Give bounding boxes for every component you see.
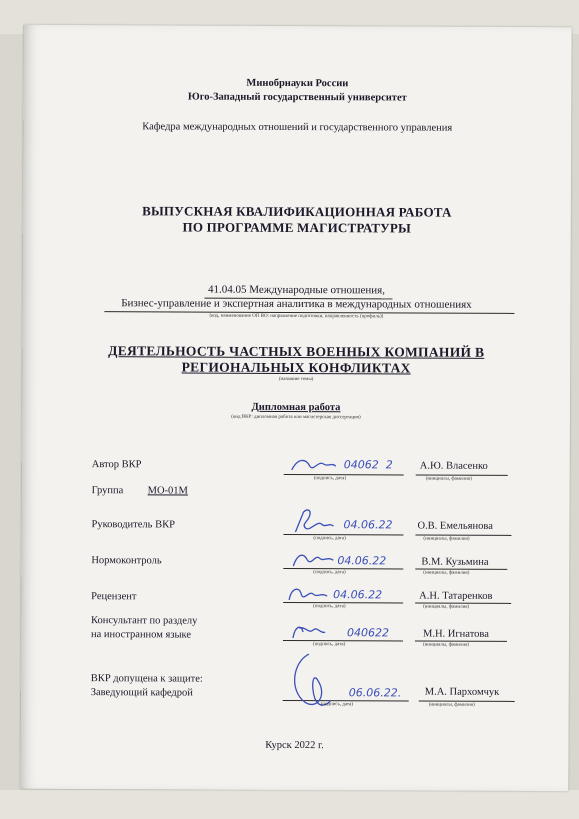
svg-text:04.06.22: 04.06.22 bbox=[333, 588, 383, 602]
admission-role-line2: Заведующий кафедрой bbox=[90, 687, 193, 699]
author-name: А.Ю. Власенко bbox=[419, 460, 488, 472]
university-heading: Юго-Западный государственный университет bbox=[187, 91, 407, 104]
document-title-line2: ПО ПРОГРАММЕ МАГИСТРАТУРЫ bbox=[182, 219, 412, 236]
normcontrol-name-caption: (инициалы, фамилия) bbox=[423, 570, 470, 576]
topic-caption: (название темы) bbox=[278, 376, 314, 383]
city-year: Курск 2022 г. bbox=[265, 739, 324, 752]
specialty-profile: Бизнес-управление и экспертная аналитика в международных отношениях bbox=[121, 297, 472, 311]
specialty-code: 41.04.05 Международные отношения, bbox=[208, 283, 385, 297]
svg-text:06.06.22.: 06.06.22. bbox=[348, 686, 402, 700]
thesis-topic-line2: РЕГИОНАЛЬНЫХ КОНФЛИКТАХ bbox=[181, 359, 411, 376]
svg-text:2: 2 bbox=[385, 458, 393, 472]
group-value: МО-01М bbox=[147, 485, 188, 497]
document-title-line1: ВЫПУСКНАЯ КВАЛИФИКАЦИОННАЯ РАБОТА bbox=[142, 203, 452, 220]
author-sign-caption: (подпись, дата) bbox=[313, 476, 347, 482]
svg-text:04.06.22: 04.06.22 bbox=[343, 518, 393, 532]
normcontrol-role: Нормоконтроль bbox=[91, 555, 162, 567]
work-type-caption: (вид ВКР: дипломная работа или магистерская диссертация) bbox=[231, 414, 361, 421]
consultant-role: Консультант по разделу bbox=[91, 615, 198, 627]
normcontrol-signature bbox=[287, 546, 411, 576]
consultant-name: М.Н. Игнатова bbox=[422, 628, 489, 640]
ministry-heading: Минобрнауки России bbox=[246, 77, 349, 90]
normcontrol-name: В.М. Кузьмина bbox=[421, 556, 489, 568]
svg-text:040622: 040622 bbox=[346, 626, 390, 640]
consultant-name-caption: (инициалы, фамилия) bbox=[422, 642, 470, 648]
consultant-sign-caption: (подпись, дата) bbox=[312, 642, 346, 648]
reviewer-signature bbox=[285, 582, 411, 610]
consultant-signature bbox=[287, 618, 411, 648]
reviewer-role: Рецензент bbox=[91, 591, 137, 603]
supervisor-role: Руководитель ВКР bbox=[91, 519, 175, 531]
supervisor-sign-caption: (подпись, дата) bbox=[313, 536, 346, 542]
admission-sign-caption: (подпись, дата) bbox=[320, 702, 354, 708]
admission-role: ВКР допущена к защите: bbox=[90, 673, 203, 685]
specialty-caption: (код, наименование ОП ВО: направление подготовки, направленность (профиль)) bbox=[209, 313, 384, 320]
reviewer-sign-caption: (подпись, дата) bbox=[313, 604, 346, 610]
svg-text:04062: 04062 bbox=[343, 458, 379, 472]
reviewer-name-caption: (инициалы, фамилия) bbox=[423, 604, 470, 610]
department-heading: Кафедра международных отношений и государственного управления bbox=[142, 121, 453, 134]
photo-background-bottom bbox=[0, 790, 579, 819]
reviewer-name: А.Н. Татаренков bbox=[419, 590, 493, 602]
admission-name-caption: (инициалы, фамилия) bbox=[428, 702, 475, 708]
group-label: Группа bbox=[91, 485, 124, 497]
thesis-topic-line1: ДЕЯТЕЛЬНОСТЬ ЧАСТНЫХ ВОЕННЫХ КОМПАНИЙ В bbox=[108, 343, 485, 360]
supervisor-signature bbox=[287, 506, 411, 537]
supervisor-name-caption: (инициалы, фамилия) bbox=[423, 536, 470, 542]
document-page bbox=[20, 25, 571, 791]
author-name-caption: (инициалы, фамилия) bbox=[425, 476, 472, 482]
supervisor-name: О.В. Емельянова bbox=[417, 520, 493, 532]
author-signature bbox=[288, 454, 408, 477]
admission-name: М.А. Пархомчук bbox=[424, 686, 500, 698]
svg-text:04.06.22: 04.06.22 bbox=[337, 554, 387, 568]
work-type: Дипломная работа bbox=[251, 401, 341, 414]
normcontrol-sign-caption: (подпись, дата) bbox=[313, 570, 346, 576]
consultant-role-line2: на иностранном языке bbox=[90, 629, 192, 641]
author-role: Автор ВКР bbox=[91, 459, 142, 471]
